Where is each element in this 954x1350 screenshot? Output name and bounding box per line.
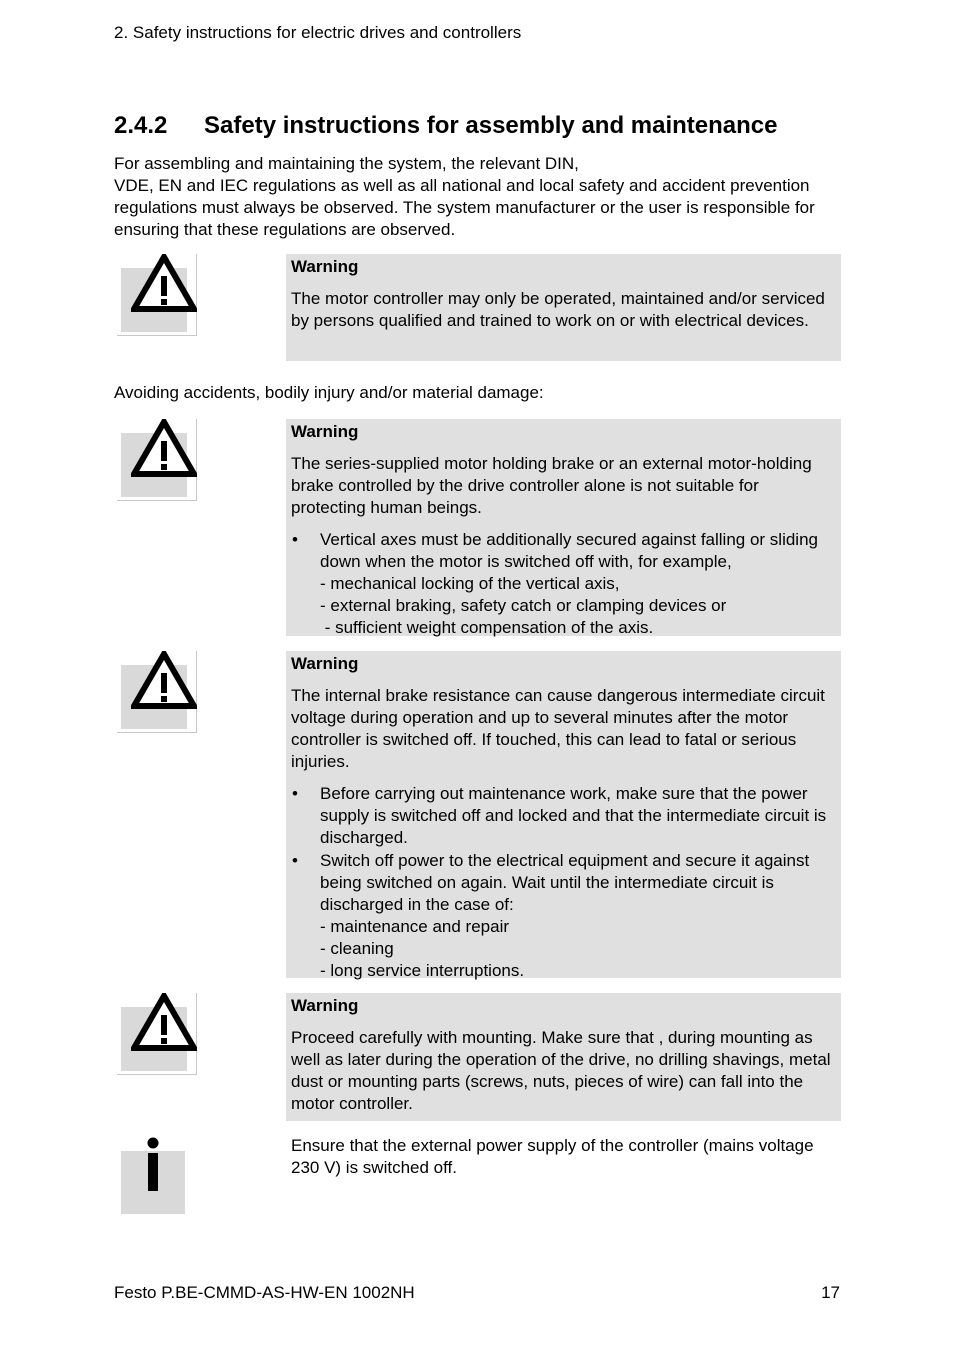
section-heading — [114, 112, 778, 140]
section-title: Safety instructions for assembly and maintenance — [204, 112, 778, 139]
page-number: 17 — [821, 1283, 840, 1302]
warning-triangle-icon — [117, 993, 197, 1075]
warning-box — [286, 993, 841, 1121]
warning-title: Warning — [291, 654, 359, 673]
warning-triangle-icon — [117, 419, 197, 501]
footer-doc-id: Festo P.BE-CMMD-AS-HW-EN 1002NH — [114, 1283, 415, 1302]
sub-item: - maintenance and repair — [320, 917, 510, 936]
info-text: Ensure that the external power supply of the controller (mains voltage 230 V) is switched off. — [291, 1136, 814, 1177]
warning-text: The motor controller may only be operated, maintained and/or serviced by persons qualified and trained to work on or with electrical devices. — [291, 289, 825, 330]
intro-paragraph — [114, 153, 839, 241]
sub-item: - mechanical locking of the vertical axis, — [320, 574, 620, 593]
warning-box — [286, 651, 841, 978]
warning-box — [286, 254, 841, 361]
avoid-text: Avoiding accidents, bodily injury and/or material damage: — [114, 383, 544, 402]
bullet-text: • Switch off power to the electrical equipment and secure it against being switched on again. Wait until the intermediate circuit is discharged in the case of: — [320, 851, 810, 914]
warning-text: Proceed carefully with mounting. Make sure that , during mounting as well as later during the operation of the drive, no drilling shavings, metal dust or mounting parts (screws, nuts, pieces of wire) can fall into the motor controller. — [291, 1028, 831, 1113]
bullet-list — [291, 783, 835, 982]
warning-text: The internal brake resistance can cause dangerous intermediate circuit voltage during operation and up to several minutes after the motor controller is switched off. If touched, this can lead to fatal or serious injuries. — [291, 686, 825, 771]
list-item — [291, 529, 835, 573]
intro-line-1: For assembling and maintaining the system, the relevant DIN, — [114, 154, 579, 173]
info-icon — [121, 1137, 185, 1214]
running-header: 2. Safety instructions for electric drives and controllers — [114, 23, 522, 42]
bullet-text: • Vertical axes must be additionally secured against falling or sliding down when the motor is switched off with, for example, — [320, 530, 818, 571]
warning-title: Warning — [291, 257, 359, 276]
warning-title: Warning — [291, 422, 359, 441]
list-item — [291, 783, 835, 849]
warning-triangle-icon — [117, 254, 197, 336]
bullet-text: • Before carrying out maintenance work, make sure that the power supply is switched off and locked and that the intermediate circuit is discharged. — [320, 784, 827, 847]
warning-title: Warning — [291, 996, 359, 1015]
warning-box — [286, 419, 841, 636]
intro-line-2: VDE, EN and IEC regulations as well as all national and local safety and accident prevention regulations must always be observed. The system manufacturer or the user is responsible for ensuring that these regulations are observed. — [114, 176, 815, 239]
section-number: 2.4.2 — [114, 112, 168, 139]
sub-item: - long service interruptions. — [320, 961, 525, 980]
sub-item: - cleaning — [320, 939, 394, 958]
bullet-list — [291, 529, 835, 639]
warning-triangle-icon — [117, 651, 197, 733]
sub-item: - external braking, safety catch or clamping devices or — [320, 596, 727, 615]
sub-item: - sufficient weight compensation of the axis. — [320, 618, 654, 637]
list-item — [291, 850, 835, 916]
warning-text: The series-supplied motor holding brake or an external motor-holding brake controlled by the drive controller alone is not suitable for protecting human beings. — [291, 454, 812, 517]
